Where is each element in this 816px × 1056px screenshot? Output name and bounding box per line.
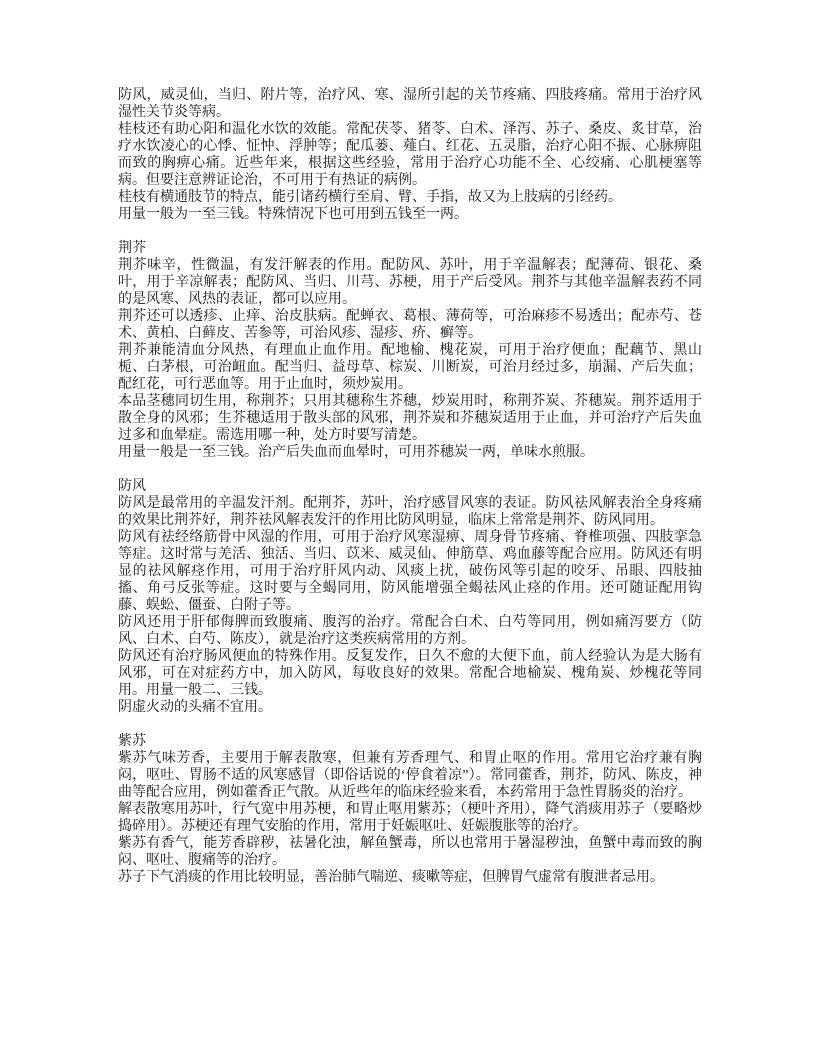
section-guizhi-continued bbox=[118, 87, 702, 223]
paragraph: 荆芥还可以透疹、止痒、治皮肤病。配蝉衣、葛根、薄荷等，可治麻疹不易透出；配赤芍、苍术、黄柏、白藓皮、苦参等，可治风疹、湿疹、疥、癣等。 bbox=[118, 309, 702, 341]
paragraph: 防风还有治疗肠风便血的特殊作用。反复发作，日久不愈的大便下血，前人经验认为是大肠有风邪，可在对症药方中，加入防风，每收良好的效果。常配合地榆炭、槐角炭、炒槐花等同用。用量一般二、三钱。 bbox=[118, 649, 702, 698]
paragraph: 用量一般为一至三钱。特殊情况下也可用到五钱至一两。 bbox=[118, 207, 468, 222]
paragraph: 苏子下气消痰的作用比较明显，善治肺气喘逆、痰嗽等症，但脾胃气虚常有腹泄者忌用。 bbox=[118, 870, 664, 885]
section-heading-fangfeng: 防风 bbox=[118, 479, 146, 494]
paragraph: 防风，威灵仙，当归、附片等，治疗风、寒、湿所引起的关节疼痛、四肢疼痛。常用于治疗风湿性关节炎等病。 bbox=[118, 88, 702, 120]
paragraph: 荆芥味辛，性微温，有发汗解表的作用。配防风、苏叶，用于辛温解表；配薄荷、银花、桑叶，用于辛凉解表；配防风、当归、川芎、苏梗，用于产后受风。荆芥与其他辛温解表药不同的是风寒、风热的表证，都可以应用。 bbox=[118, 258, 702, 307]
section-fangfeng bbox=[118, 478, 702, 716]
section-jingjie bbox=[118, 240, 702, 461]
paragraph: 本品茎穗同切生用，称荆芥；只用其穗称生芥穗，炒炭用时，称荆芥炭、芥穗炭。荆芥适用于散全身的风邪；生芥穗适用于散头部的风邪，荆芥炭和芥穗炭适用于止血，并可治疗产后失血过多和血晕症。需选用哪一种，处方时要写清楚。 bbox=[118, 394, 702, 443]
document-body bbox=[118, 87, 702, 886]
paragraph: 荆芥兼能清血分风热，有理血止血作用。配地榆、槐花炭，可用于治疗便血；配藕节、黑山栀、白茅根，可治衄血。配当归、益母草、棕炭、川断炭，可治月经过多，崩漏、产后失血；配红花，可行恶血等。用于止血时，须炒炭用。 bbox=[118, 343, 702, 392]
paragraph: 防风还用于肝郁侮脾而致腹痛、腹泻的治疗。常配合白术、白芍等同用，例如痛泻要方（防风、白术、白芍、陈皮），就是治疗这类疾病常用的方剂。 bbox=[118, 615, 702, 647]
paragraph: 桂枝还有助心阳和温化水饮的效能。常配茯苓、猪苓、白术、泽泻、苏子、桑皮、炙甘草，治疗水饮凌心的心悸、怔忡、浮肿等；配瓜蒌、薤白、红花、五灵脂，治疗心阳不振、心脉痹阻而致的胸痹心痛。近些年来，根据这些经验，常用于治疗心功能不全、心绞痛、心肌梗塞等病。但要注意辨证论治，不可用于有热证的病例。 bbox=[118, 122, 702, 188]
paragraph: 用量一般是一至三钱。治产后失血而血晕时，可用芥穗炭一两，单味水煎服。 bbox=[118, 445, 594, 460]
section-heading-zisu: 紫苏 bbox=[118, 734, 146, 749]
section-heading-jingjie: 荆芥 bbox=[118, 241, 146, 256]
paragraph: 紫苏气味芳香，主要用于解表散寒，但兼有芳香理气、和胃止呕的作用。常用它治疗兼有胸闷，呕吐、胃肠不适的风寒感冒（即俗话说的‘停食着凉”）。常同藿香，荆芥，防风、陈皮，神曲等配合应用，例如藿香正气散。从近些年的临床经验来看，本药常用于急性胃肠炎的治疗。 bbox=[118, 751, 702, 800]
paragraph: 桂枝有横通肢节的特点，能引诸药横行至肩、臂、手指，故又为上肢病的引经药。 bbox=[118, 190, 622, 205]
paragraph: 阴虚火动的头痛不宜用。 bbox=[118, 700, 272, 715]
paragraph: 防风是最常用的辛温发汗剂。配荆芥，苏叶，治疗感冒风寒的表证。防风祛风解表治全身疼痛的效果比荆芥好，荆芥祛风解表发汗的作用比防风明显，临床上常常是荆芥、防风同用。 bbox=[118, 496, 702, 528]
paragraph: 紫苏有香气，能芳香辟秽，祛暑化浊，解鱼蟹毒，所以也常用于暑湿秽浊，鱼蟹中毒而致的胸闷、呕吐、腹痛等的治疗。 bbox=[118, 836, 702, 868]
paragraph: 防风有祛经络筋骨中风湿的作用，可用于治疗风寒湿痹、周身骨节疼痛、脊椎项强、四肢挛急等症。这时常与羌活、独活、当归、苡米、威灵仙、伸筋草、鸡血藤等配合应用。防风还有明显的祛风解痉作用，可用于治疗肝风内动、风痰上扰，破伤风等引起的咬牙、吊眼、四肢抽搐、角弓反张等症。这时要与全蝎同用，防风能增强全蝎祛风止痉的作用。还可随证配用钩藤、蜈蚣、僵蚕、白附子等。 bbox=[118, 530, 702, 613]
section-zisu bbox=[118, 733, 702, 886]
paragraph: 解表散寒用苏叶，行气宽中用苏梗，和胃止呕用紫苏；（梗叶齐用），降气消痰用苏子（要略炒捣碎用）。苏梗还有理气安胎的作用，常用于妊娠呕吐、妊娠腹胀等的治疗。 bbox=[118, 802, 702, 834]
